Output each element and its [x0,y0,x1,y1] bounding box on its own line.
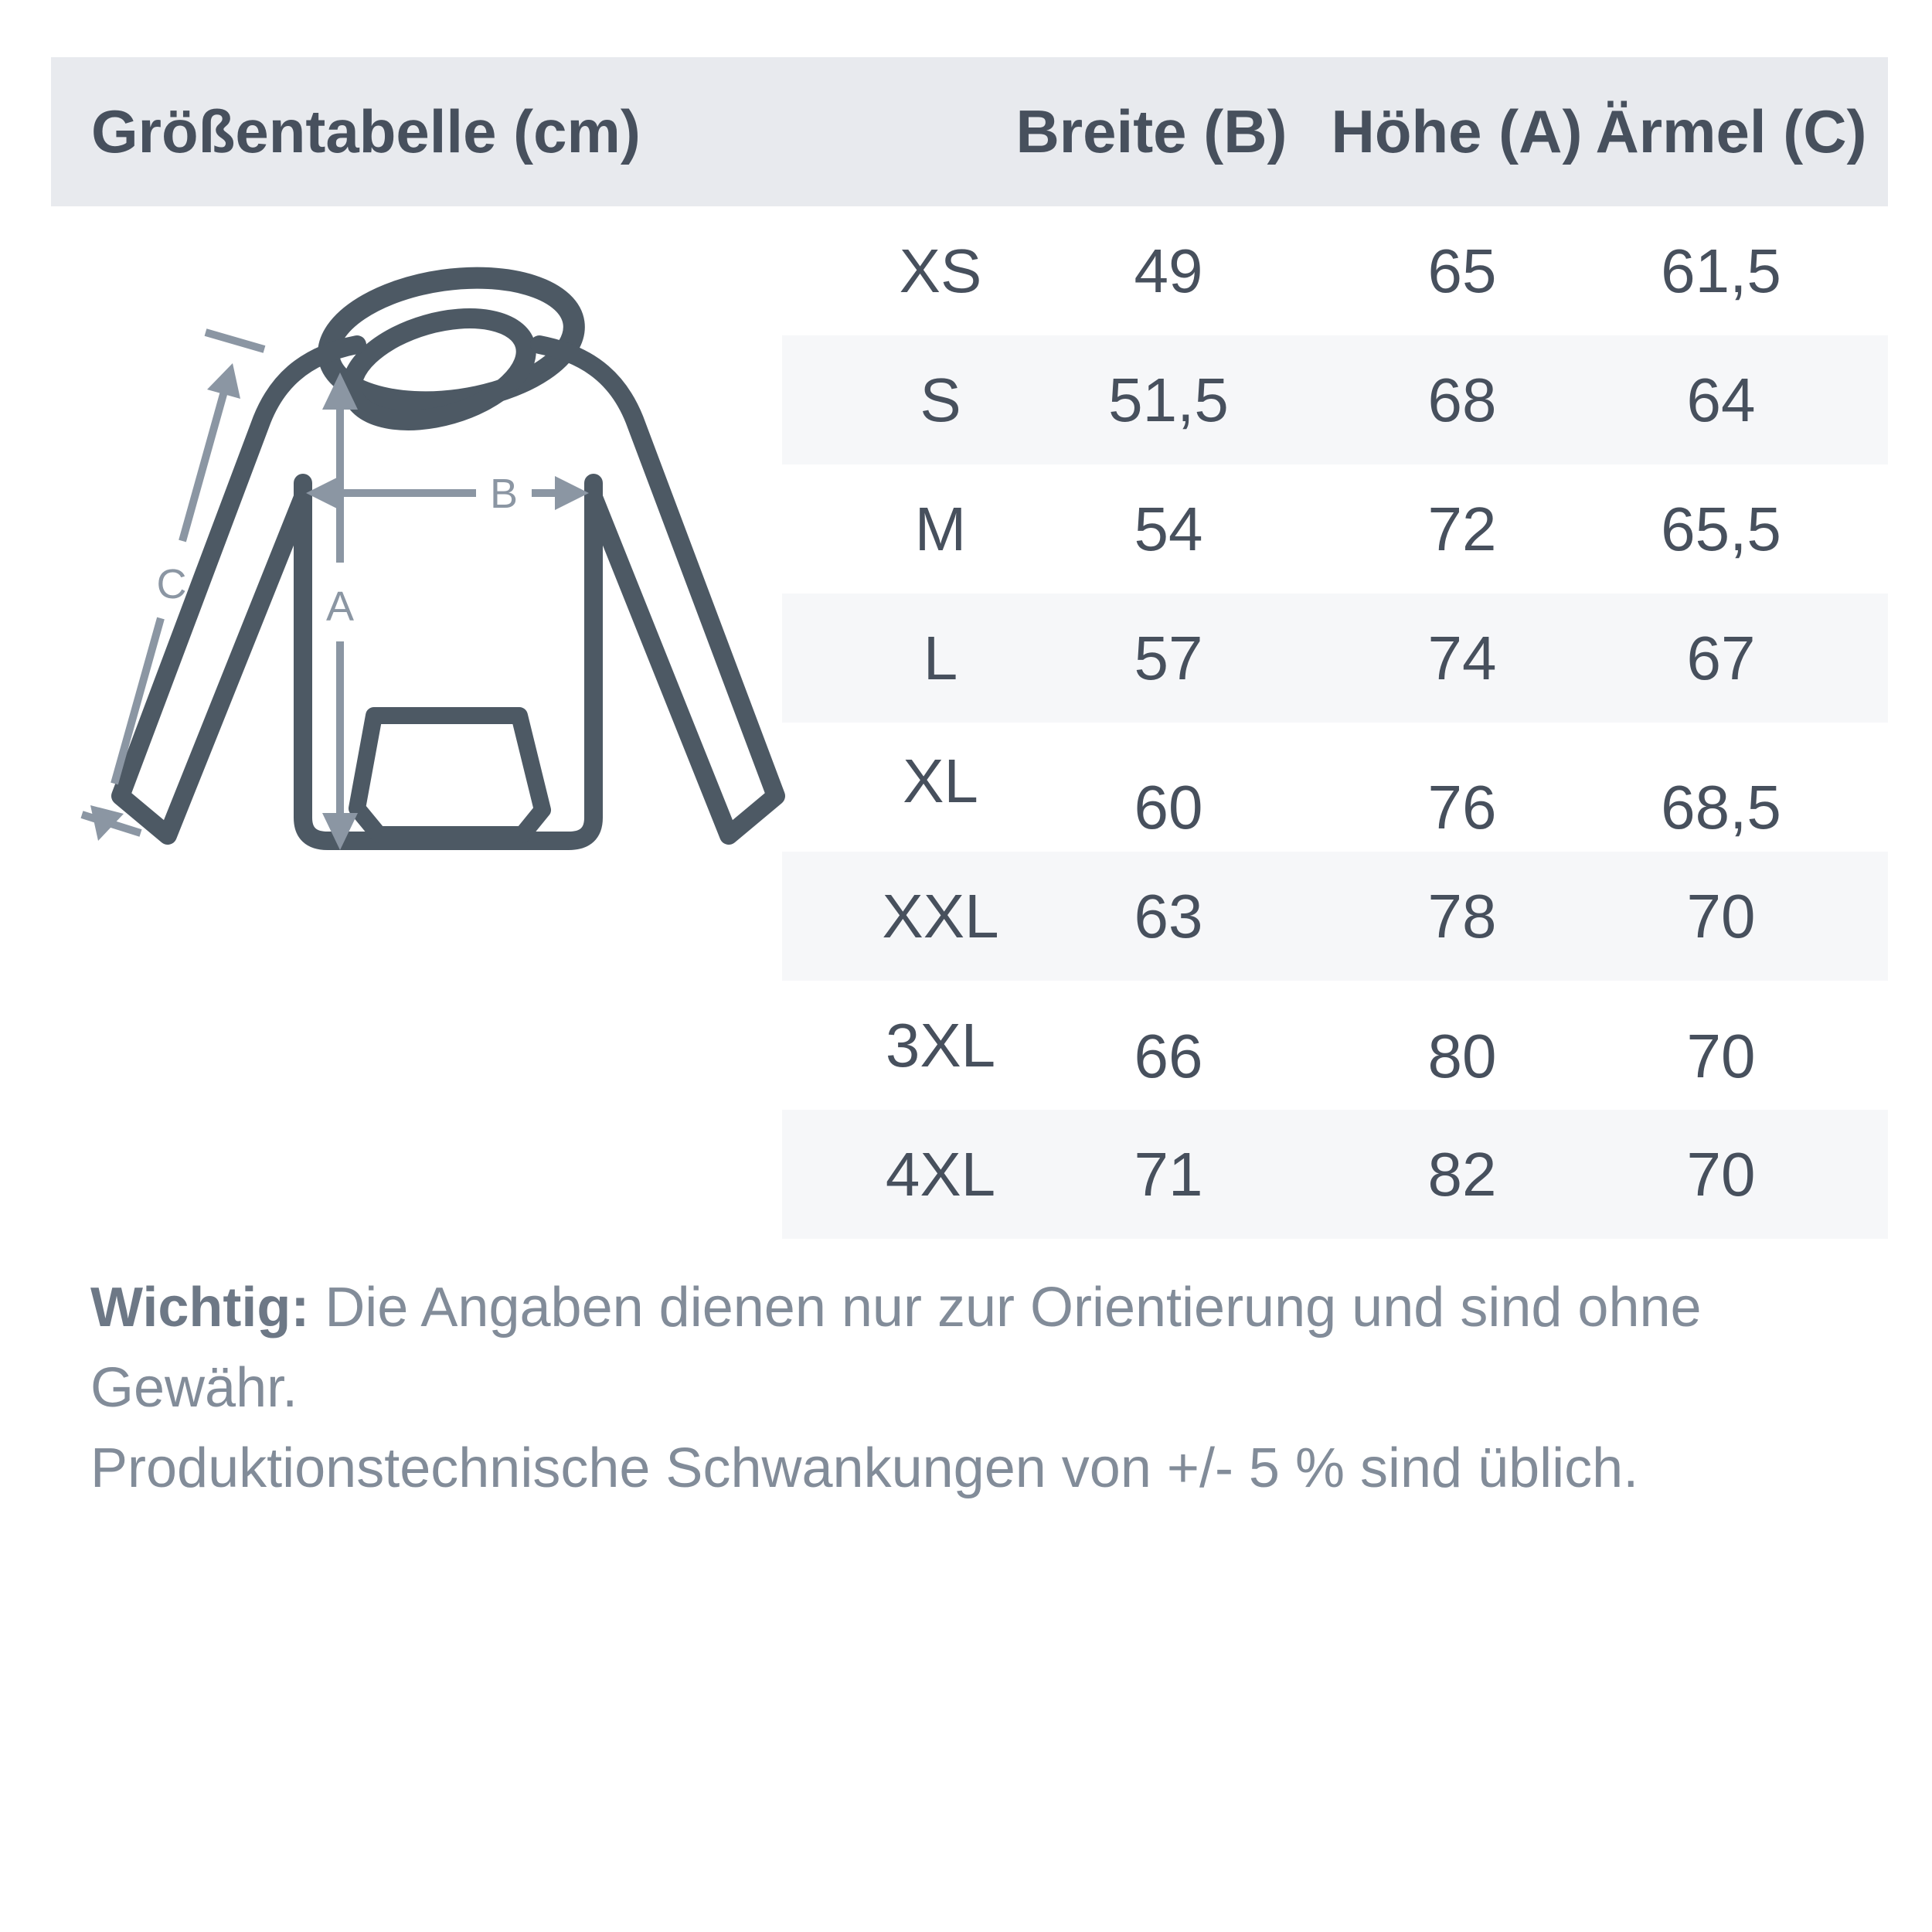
label-C: C [156,561,187,607]
cell-hoehe: 82 [1427,1139,1497,1209]
table-row [782,981,1888,1110]
cell-hoehe: 72 [1427,494,1497,563]
cell-size: XL [903,746,978,815]
cell-hoehe: 65 [1427,236,1497,305]
table-row [782,335,1888,464]
right-sleeve [539,345,776,835]
disclaimer-line-1 [90,1267,1868,1428]
hood-inner-ring [340,300,538,438]
cell-aermel: 70 [1686,881,1756,951]
column-header-breite: Breite (B) [1015,97,1287,165]
cell-hoehe: 74 [1427,623,1497,692]
cell-hoehe: 76 [1427,772,1497,842]
hoodie-measurement-diagram [46,216,788,873]
cell-hoehe: 78 [1427,881,1497,951]
cell-breite: 51,5 [1108,365,1229,434]
cell-aermel: 64 [1686,365,1756,434]
cell-size: XS [899,236,982,305]
table-row [782,464,1888,594]
cell-aermel: 65,5 [1661,494,1781,563]
cell-aermel: 68,5 [1661,772,1781,842]
cell-aermel: 61,5 [1661,236,1781,305]
cell-hoehe: 80 [1427,1021,1497,1090]
cell-aermel: 70 [1686,1021,1756,1090]
table-row [782,852,1888,981]
disclaimer-line-2: Produktionstechnische Schwankungen von +/- 5 % sind üblich. [90,1437,1639,1499]
label-A: A [325,583,355,630]
disclaimer-note [90,1267,1868,1509]
height-arrow-A [322,372,358,850]
table-row [782,594,1888,723]
hoodie-outline [121,263,776,841]
column-header-aermel: Ärmel (C) [1595,97,1867,165]
cell-breite: 60 [1134,772,1203,842]
torso [303,483,594,841]
column-header-hoehe: Höhe (A) [1331,97,1583,165]
cell-size: S [920,365,961,434]
cell-hoehe: 68 [1427,365,1497,434]
cell-breite: 49 [1134,236,1203,305]
sleeve-arrow-C [82,332,264,841]
hoodie-diagram-svg [46,216,788,873]
cell-size: L [923,623,958,692]
table-row [782,206,1888,335]
table-row [782,723,1888,852]
cell-aermel: 67 [1686,623,1756,692]
cell-breite: 71 [1134,1139,1203,1209]
cell-breite: 63 [1134,881,1203,951]
table-row [782,1110,1888,1239]
width-arrow-B [306,471,589,517]
size-table-body [782,206,1888,1239]
label-B: B [489,471,519,517]
disclaimer-bold-prefix: Wichtig: [90,1277,310,1338]
cell-breite: 54 [1134,494,1203,563]
cell-size: XXL [882,881,999,951]
cell-breite: 57 [1134,623,1203,692]
cell-size: 3XL [885,1010,996,1080]
kangaroo-pocket [357,716,543,835]
page-title: Größentabelle (cm) [91,97,641,165]
table-header [51,57,1888,206]
cell-breite: 66 [1134,1021,1203,1090]
cell-size: M [914,494,967,563]
disclaimer-text-1: Die Angaben dienen nur zur Orientierung und sind ohne Gewähr. [90,1277,1702,1419]
cell-size: 4XL [885,1139,996,1209]
dimension-arrows [82,332,589,850]
cell-aermel: 70 [1686,1139,1756,1209]
